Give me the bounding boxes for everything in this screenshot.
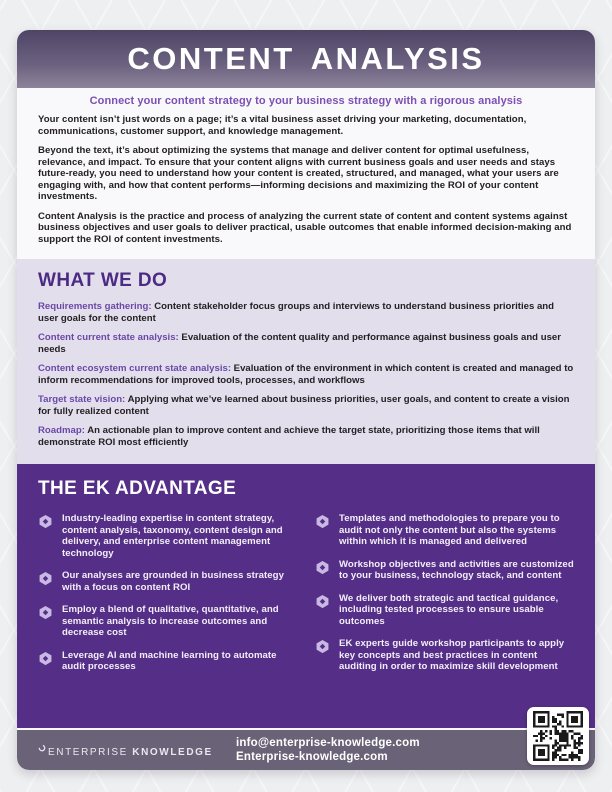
logo-word-enterprise: ENTERPRISE xyxy=(48,746,133,758)
list-item-text: Our analyses are grounded in business strategy with a focus on content ROI xyxy=(62,570,284,593)
intro-paragraph: Your content isn’t just words on a page; it’s a vital business asset driving your marketing, documentation, communications, customer support, and knowledge management. xyxy=(38,114,527,137)
service-item xyxy=(38,301,574,324)
service-item-text: Evaluation of the content quality and performance against business goals and user needs xyxy=(38,332,561,355)
list-item-text: Leverage AI and machine learning to automate audit processes xyxy=(62,649,277,672)
service-item-lead: Content ecosystem current state analysis: xyxy=(38,363,232,374)
service-item-lead: Content current state analysis: xyxy=(38,332,179,343)
header-band xyxy=(17,30,595,88)
hexagon-bullet-icon xyxy=(38,514,53,559)
service-item xyxy=(38,425,574,448)
contact-block xyxy=(236,736,420,764)
hexagon-bullet-icon xyxy=(315,514,330,548)
flyer-card xyxy=(17,30,595,770)
hexagon-bullet-icon xyxy=(38,651,53,673)
page-title: CONTENT ANALYSIS xyxy=(127,41,485,76)
hexagon-bullet-icon xyxy=(38,571,53,593)
tagline: Connect your content strategy to your business strategy with a rigorous analysis xyxy=(89,95,523,107)
advantage-column-left xyxy=(38,513,297,684)
logo-wordmark xyxy=(48,747,213,758)
list-item xyxy=(315,513,574,548)
service-item-text: Evaluation of the environment in which content is created and managed to inform recommendations for improved tools, processes, and workflows xyxy=(38,363,574,386)
list-item-text: Industry-leading expertise in content strategy, content analysis, taxonomy, content design and delivery, and enterprise content management technology xyxy=(62,513,283,559)
service-item-text: An actionable plan to improve content and achieve the target state, prioritizing those items that will demonstrate ROI most efficiently xyxy=(38,425,540,448)
ek-swirl-icon xyxy=(38,744,46,752)
service-item-text: Applying what we’ve learned about business priorities, user goals, and content to create a vision for fully realized content xyxy=(38,394,570,417)
service-item xyxy=(38,394,574,417)
list-item xyxy=(38,650,297,673)
intro-section xyxy=(17,88,595,257)
advantage-column-right xyxy=(315,513,574,684)
what-we-do-heading: WHAT WE DO xyxy=(38,270,168,291)
logo-word-knowledge: KNOWLEDGE xyxy=(132,746,213,758)
service-item-text: Content stakeholder focus groups and interviews to understand business priorities and user goals for the content xyxy=(38,301,555,324)
list-item-text: Templates and methodologies to prepare you to audit not only the content but also the systems within which it is managed and delivered xyxy=(339,513,560,547)
ek-advantage-heading: THE EK ADVANTAGE xyxy=(38,478,237,499)
hexagon-bullet-icon xyxy=(38,605,53,639)
list-item-text: Employ a blend of qualitative, quantitative, and semantic analysis to increase outcomes and decrease cost xyxy=(62,604,279,638)
enterprise-knowledge-logo xyxy=(38,743,226,758)
footer-band xyxy=(17,730,595,770)
list-item xyxy=(315,638,574,673)
intro-paragraph: Content Analysis is the practice and process of analyzing the current state of content and content systems against business objectives and user goals to deliver practical, usable outcomes that enable informed decision-making and support the ROI of content investments. xyxy=(38,210,572,245)
list-item xyxy=(38,513,297,559)
website-link[interactable]: Enterprise-knowledge.com xyxy=(236,751,388,763)
hexagon-bullet-icon xyxy=(315,594,330,628)
service-item xyxy=(38,332,574,355)
service-item xyxy=(38,363,574,386)
list-item-text: Workshop objectives and activities are customized to your business, technology stack, and content xyxy=(339,558,574,581)
qr-code xyxy=(527,707,589,765)
email-link[interactable]: info@enterprise-knowledge.com xyxy=(236,737,420,749)
intro-paragraph: Beyond the text, it’s about optimizing the systems that manage and deliver content for optimal usefulness, relevance, and impact. To ensure that your content aligns with current business goals and user needs and stays future-ready, you need to understand how your content is created, structured, and managed, what your users are engaging with, and how that content performs—informing decisions and maximizing the ROI of your content investments. xyxy=(38,145,559,202)
service-item-lead: Requirements gathering: xyxy=(38,301,152,312)
advantage-columns xyxy=(38,513,574,684)
hexagon-bullet-icon xyxy=(315,560,330,582)
what-we-do-section xyxy=(17,259,595,464)
list-item xyxy=(315,559,574,582)
service-item-lead: Target state vision: xyxy=(38,394,126,405)
ek-advantage-section xyxy=(17,464,595,728)
list-item-text: EK experts guide workshop participants to apply key concepts and best practices in content auditing in order to maximize skill development xyxy=(339,638,565,672)
list-item xyxy=(38,570,297,593)
hexagon-bullet-icon xyxy=(315,639,330,673)
list-item-text: We deliver both strategic and tactical guidance, including tested processes to ensure usable outcomes xyxy=(339,592,559,627)
service-item-lead: Roadmap: xyxy=(38,425,85,436)
list-item xyxy=(38,604,297,639)
list-item xyxy=(315,593,574,628)
